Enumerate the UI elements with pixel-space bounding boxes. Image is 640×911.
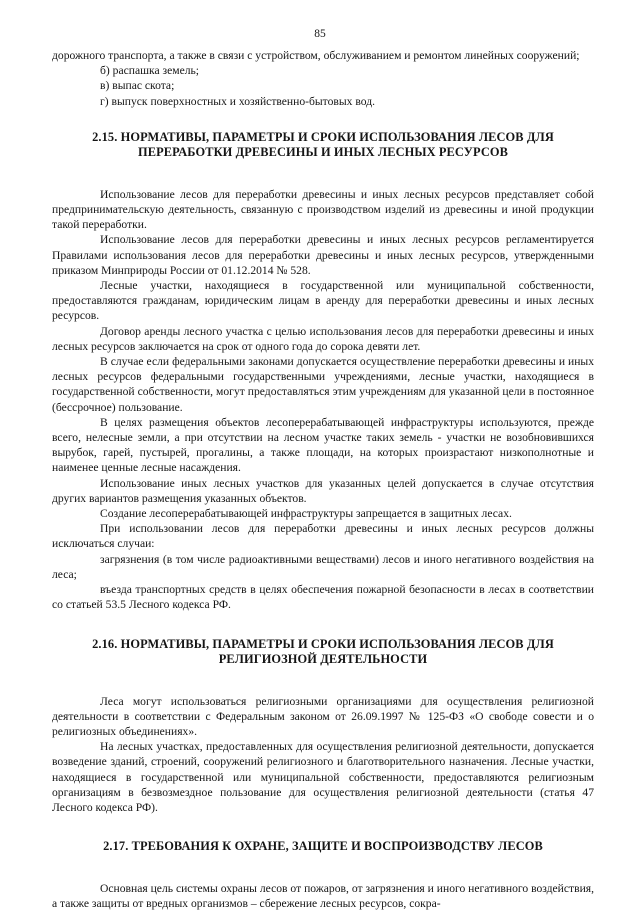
paragraph: Использование лесов для переработки древесины и иных лесных ресурсов регламентируется Правилами использования лесов для переработки древесины и иных лесных ресурсов, утвержденными приказом Минприроды России от 01.12.2014 № 528. [52, 233, 594, 277]
paragraph: Создание лесоперерабатывающей инфраструктуры запрещается в защитных лесах. [100, 507, 512, 521]
paragraph: Лесные участки, находящиеся в государственной или муниципальной собственности, предоставляются гражданам, юридическим лицам в аренду для переработки древесины и иных лесных ресурсов. [52, 279, 594, 323]
list-item: в) выпас скота; [100, 79, 175, 93]
section-heading-2-17: 2.17. ТРЕБОВАНИЯ К ОХРАНЕ, ЗАЩИТЕ И ВОСПРОИЗВОДСТВУ ЛЕСОВ [103, 839, 543, 854]
list-item: б) распашка земель; [100, 64, 200, 78]
page-number: 85 [314, 28, 326, 40]
paragraph: В целях размещения объектов лесоперерабатывающей инфраструктуры используются, прежде всего, нелесные земли, а при отсутствии на лесном участке таких земель - участки не возобновившихся вырубок, гарей, пустырей, прогалины, а также площади, на которых произрастают низкополнотные и наименее ценные лесные насаждения. [52, 415, 594, 475]
paragraph: Использование лесов для переработки древесины и иных лесных ресурсов представляет собой предпринимательскую деятельность, связанную с производством изделий из древесины и иной продукции такой переработки. [52, 187, 594, 232]
paragraph: На лесных участках, предоставленных для осуществления религиозной деятельности, допускается возведение зданий, строений, сооружений религиозного и благотворительного назначения. Лесные участки, находящиеся в государственной или муниципальной собственности, предоставляются религиозным организациям в безвозмездное пользование для осуществления религиозной деятельности (статья 47 Лесного кодекса РФ). [52, 740, 594, 814]
intro-paragraph: дорожного транспорта, а также в связи с устройством, обслуживанием и ремонтом линейных сооружений; [52, 49, 580, 62]
paragraph: въезда транспортных средств в целях обеспечения пожарной безопасности в лесах в соответствии со статьей 53.5 Лесного кодекса РФ. [52, 583, 594, 612]
page-body [52, 48, 594, 911]
paragraph: В случае если федеральными законами допускается осуществление переработки древесины и иных лесных ресурсов федеральными государственными учреждениями, лесные участки, находящиеся в государственной собственности, могут предоставляться этим учреждениям для указанной цели в постоянное (бессрочное) пользование. [52, 355, 594, 414]
paragraph: Использование иных лесных участков для указанных целей допускается в случае отсутствия других вариантов размещения указанных объектов. [52, 476, 594, 505]
paragraph: Леса могут использоваться религиозными организациями для осуществления религиозной деятельности в соответствии с Федеральным законом от 26.09.1997 № 125-ФЗ «О свободе совести и о религиозных объединениях». [52, 694, 594, 738]
section-heading-2-15: 2.15. НОРМАТИВЫ, ПАРАМЕТРЫ И СРОКИ ИСПОЛЬЗОВАНИЯ ЛЕСОВ ДЛЯ ПЕРЕРАБОТКИ ДРЕВЕСИНЫ И ИНЫХ ЛЕСНЫХ РЕСУРСОВ [92, 129, 554, 160]
section-heading-2-16: 2.16. НОРМАТИВЫ, ПАРАМЕТРЫ И СРОКИ ИСПОЛЬЗОВАНИЯ ЛЕСОВ ДЛЯ РЕЛИГИОЗНОЙ ДЕЯТЕЛЬНОСТИ [92, 636, 554, 666]
paragraph: загрязнения (в том числе радиоактивными веществами) лесов и иного негативного воздействия на леса; [52, 552, 594, 581]
list-item: г) выпуск поверхностных и хозяйственно-бытовых вод. [100, 94, 376, 108]
paragraph: Договор аренды лесного участка с целью использования лесов для переработки древесины и иных лесных ресурсов заключается на срок от одного года до сорока девяти лет. [52, 324, 594, 353]
paragraph: При использовании лесов для переработки древесины и иных лесных ресурсов должны исключаться случаи: [52, 522, 594, 551]
paragraph: Основная цель системы охраны лесов от пожаров, от загрязнения и иного негативного воздействия, а также защиты от вредных организмов – сбережение лесных ресурсов, сокра- [52, 881, 594, 910]
